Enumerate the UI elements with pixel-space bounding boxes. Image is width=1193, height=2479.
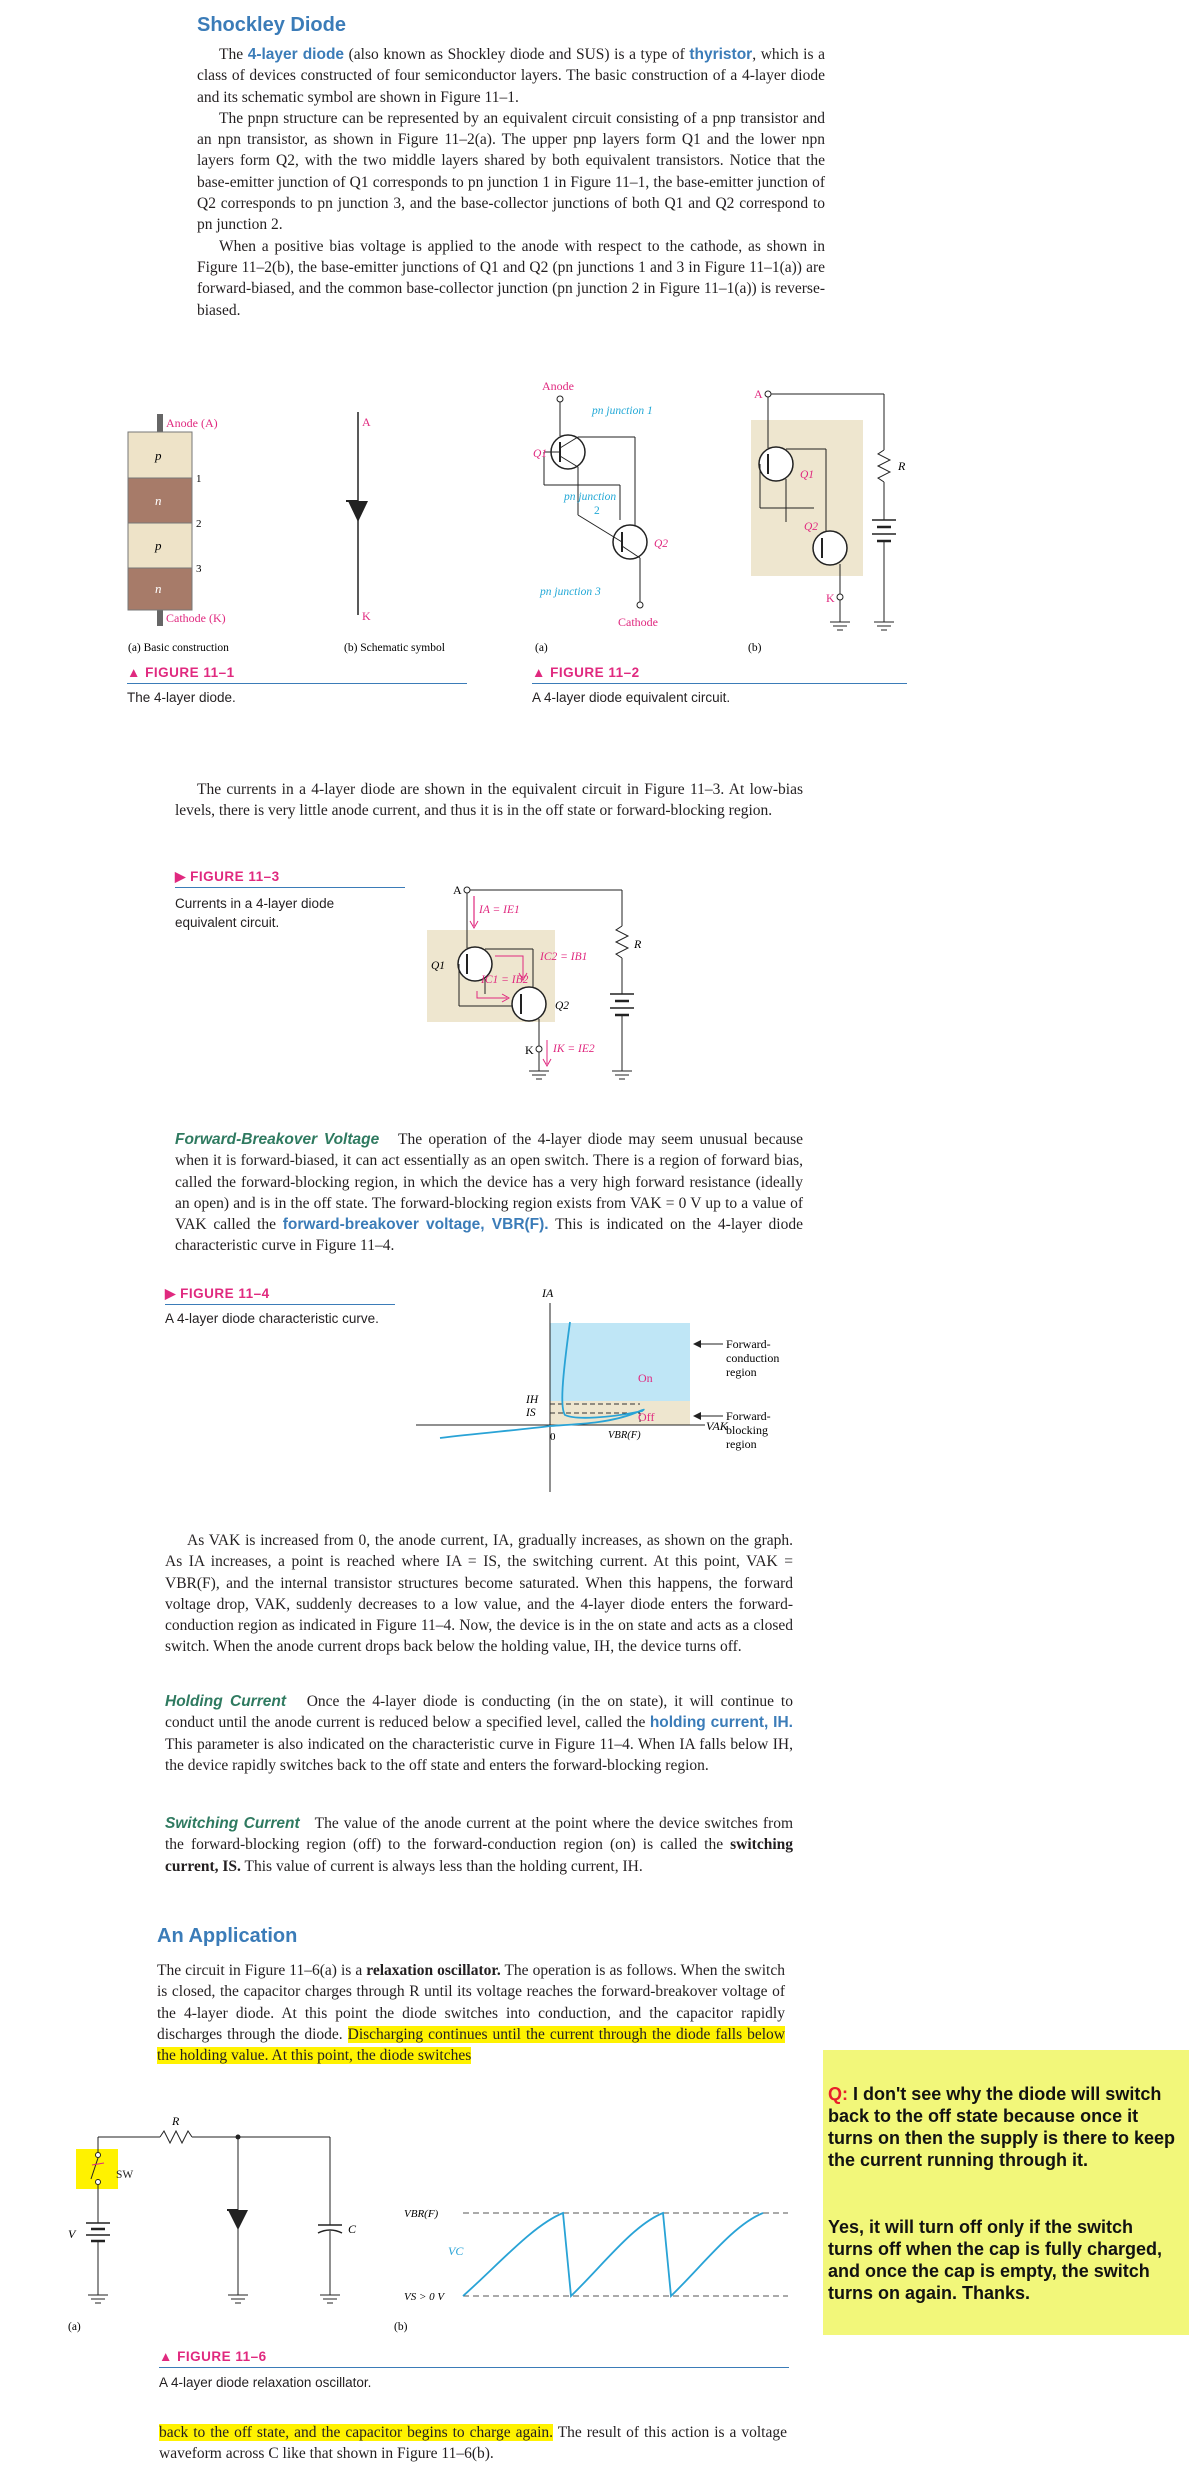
resistor-r [878,450,890,482]
sublabel-a: (a) [68,2321,81,2333]
figure-rule [532,683,907,684]
transistor-q2 [512,987,546,1021]
anode-terminal [557,396,563,402]
diode-triangle [228,2210,248,2230]
layer-label: n [155,581,162,596]
closing-paragraph: back to the off state, and the capacitor begins to charge again. The result of this action is a voltage waveform across C like that shown in Figure 11–6(b). [159,2424,787,2463]
switching-current-paragraph: Switching Current The value of the anode current at the point where the device switches from the forward-blocking region (off) to the forward-conduction region (on) is called the switching current, IS. This value of current is always less than the holding current, IH. [165,1815,794,1875]
arrow-head [693,1412,701,1420]
cathode-terminal [637,602,643,608]
highlighted-text: Discharging continues until the current through the diode falls below the holding value. At this point, the diode switches [157,2025,785,2065]
figure-11-3-caption: Currents in a 4-layer diode equivalent circuit. [175,896,335,930]
q1-label: Q1 [431,960,446,972]
region-label: Forward- [726,1409,771,1423]
figure-11-4-chart [410,1280,810,1505]
layer-label: n [155,493,162,508]
sublabel-a: (a) Basic construction [128,642,229,654]
sublabel-b: (b) [394,2321,408,2333]
origin-label: 0 [550,1431,556,1443]
sublabel-b: (b) Schematic symbol [344,642,445,654]
cathode-label: Cathode [618,615,658,629]
transistor-q2 [813,531,847,565]
region-label: Forward- [726,1337,771,1351]
figure-11-6-diagram [58,2105,798,2340]
question-text: Q: I don't see why the diode will switch back to the off state because once it turns on then the supply is there to keep the current running through it. [828,2084,1176,2170]
switch-contact [96,2153,101,2158]
anode-symbol-label: A [362,415,371,429]
cathode-terminal [837,594,843,600]
figure-11-2-caption: A 4-layer diode equivalent circuit. [532,690,731,705]
equivalent-circuit-b [748,387,906,654]
intro-text [197,44,825,321]
transistor-q1 [759,447,793,481]
keyword-holding-current: holding current, IH. [649,1714,793,1732]
q2-label: Q2 [555,1000,570,1012]
anode-terminal [765,391,771,397]
ia-axis-label: IA [542,1286,554,1300]
off-label: Off [638,1410,655,1424]
intro-paragraph-2: The pnpn structure can be represented by an equivalent circuit consisting of a pnp transistor and an npn transistor, as shown in Figure 11–2(a). The upper pnp layers form Q1 and the lower npn layers form Q2, with the two middle layers shared by both equivalent transistors. Notice that the base-emitter junction of Q1 corresponds to pn junction 1 in Figure 11–1, the base-emitter junction of Q2 corresponds to pn junction 3, and the base-collector junctions of both Q1 and Q2 correspond to pn junction 2. [197,109,825,234]
anode-terminal [464,887,470,893]
qa-note [823,2050,1189,2335]
keyword-forward-breakover: forward-breakover voltage, VBR(F). [282,1216,549,1234]
figure-11-1-label: ▲ FIGURE 11–1 [127,665,235,680]
vak-axis-label: VAK [706,1419,728,1433]
anode-label: Anode [542,379,574,393]
resistor-label: R [172,2114,180,2128]
junction-label: 3 [196,563,202,575]
cathode-symbol-label: K [362,609,371,623]
resistor-label: R [898,459,906,473]
region-label: conduction [726,1351,780,1365]
keyword-switching-current: switching current, IS. [165,1836,794,1875]
operation-paragraph: As VAK is increased from 0, the anode current, IA, gradually increases, as shown on the graph. As IA increases, a point is reached where IA = IS, the switching current. At this point, VAK = VBR(F), and the internal transistor structures become saturated. When this happens, the forward voltage drop, VAK, suddenly decreases to a low value, and the 4-layer diode enters the forward-conduction region as indicated in Figure 11–4. Now, the device is in the on state and acts as a closed switch. When the anode current drops back below the holding value, IH, the device turns off. [165,1532,793,1656]
figure-11-4-label: ▶ FIGURE 11–4 [165,1286,270,1301]
vc-label: VC [448,2244,464,2258]
section-title-shockley: Shockley Diode [197,14,346,36]
vbr-label: VBR(F) [404,2208,439,2220]
runin-heading-switching: Switching Current [165,1815,300,1832]
anode-label: A [754,387,763,401]
figure-11-1-caption: The 4-layer diode. [127,690,236,705]
capacitor-voltage-waveform [463,2213,763,2296]
layer-label: p [155,538,162,553]
sublabel-a: (a) [535,642,548,654]
intro-paragraph-1: The 4-layer diode (also known as Shockley diode and SUS) is a type of thyristor, which is a class of devices constructed of four semiconductor layers. The basic construction of a 4-layer diode and its schematic symbol are shown in Figure 11–1. [197,46,825,106]
cathode-label: K [826,591,835,605]
answer-text: Yes, it will turn off only if the switch turns off when the cap is fully charged, and once the cap is empty, the switch turns on again. Thanks. [828,2217,1163,2303]
holding-current-paragraph: Holding Current Once the 4-layer diode is conducting (in the on state), it will continue to conduct until the anode current is reduced below a specified level, called the holding current, IH. This parameter is also indicated on the characteristic curve in Figure 11–4. When IA falls below IH, the device rapidly switches back to the off state and enters the forward-blocking region. [165,1693,793,1774]
ih-label: IH [526,1394,539,1406]
on-label: On [638,1371,653,1385]
junction-2-number: 2 [594,505,600,517]
ic2-label: IC2 = IB1 [540,951,588,963]
q2-label: Q2 [654,538,669,550]
anode-lead [157,414,163,434]
cathode-label: K [525,1043,534,1057]
anode-label: A [453,883,462,897]
keyword-thyristor: thyristor [689,46,753,63]
ik-label: IK = IE2 [553,1043,595,1055]
four-layer-symbol [344,412,445,654]
sublabel-b: (b) [748,642,762,654]
region-label: blocking [726,1423,768,1437]
on-region [550,1323,690,1401]
resistor-label: R [634,937,642,951]
keyword-relaxation-oscillator: relaxation oscillator. [366,1962,501,1979]
ic1-label: IC1 = IB2 [481,974,529,986]
ia-label: IA = IE1 [479,904,520,916]
q1-label: Q1 [800,469,815,481]
vs-label: VS > 0 V [404,2291,445,2303]
junction-label: 1 [196,473,202,485]
figure-rule [175,887,405,888]
q1-label: Q1 [533,448,548,460]
resistor-r [616,926,628,958]
junction-3-label: pn junction 3 [540,586,601,598]
arrow-head [693,1340,701,1348]
figure-11-6-caption: A 4-layer diode relaxation oscillator. [159,2375,372,2390]
four-layer-construction [128,414,229,654]
question-marker: Q: [828,2084,848,2104]
figure-11-2-label: ▲ FIGURE 11–2 [532,665,640,680]
junction-1-label: pn junction 1 [592,405,653,417]
q2-label: Q2 [804,521,819,533]
vbr-label: VBR(F) [608,1430,641,1441]
section-title-application: An Application [157,1925,298,1947]
forward-breakover-paragraph: Forward-Breakover Voltage The operation of the 4-layer diode may seem unusual because when it is forward-biased, it can act essentially as an open switch. There is a region of forward bias, called the forward-blocking region, in which the device has a very high forward resistance (ideally an open) and is in the off state. The forward-blocking region exists from VAK = 0 V up to a value of VAK called the forward-breakover voltage, VBR(F). This is indicated on the 4-layer diode characteristic curve in Figure 11–4. [175,1131,804,1255]
figure-rule [127,683,467,684]
region-label: region [726,1437,757,1451]
anode-label: Anode (A) [166,416,218,430]
capacitor-label: C [348,2222,357,2236]
figure-11-6-label: ▲ FIGURE 11–6 [159,2349,267,2364]
runin-heading-forward-breakover: Forward-Breakover Voltage [175,1131,380,1148]
figure-rule [165,1304,395,1305]
figure-11-3-diagram [415,866,675,1091]
diode-triangle [348,501,368,522]
source-label: V [68,2227,76,2241]
intro-paragraph-3: When a positive bias voltage is applied to the anode with respect to the cathode, as shown in Figure 11–2(b), the base-emitter junctions of Q1 and Q2 (pn junctions 1 and 3 in Figure 11–1(a)) are forward-biased, and the common base-collector junction (pn junction 2 in Figure 11–1(a)) is reverse-biased. [197,237,825,319]
region-label: region [726,1365,757,1379]
figure-11-4-caption: A 4-layer diode characteristic curve. [165,1311,379,1326]
is-label: IS [526,1407,536,1419]
equivalent-circuit-a [533,379,668,654]
application-paragraph: The circuit in Figure 11–6(a) is a relaxation oscillator. The operation is as follows. When the switch is closed, the capacitor charges through R until its voltage reaches the forward-breakover voltage of the 4-layer diode. At this point the diode switches into conduction, and the capacitor rapidly discharges through the diode. Discharging continues until the current through the diode falls below the holding value. At this point, the diode switches [157,1962,785,2065]
cathode-label: Cathode (K) [166,611,226,625]
runin-heading-holding: Holding Current [165,1693,286,1710]
junction-label: 2 [196,518,202,530]
figures-11-1-11-2 [120,370,940,670]
switch-contact [96,2180,101,2185]
layer-label: p [155,448,162,463]
figure-rule [159,2367,789,2368]
keyword-4-layer-diode: 4-layer diode [247,46,345,63]
resistor-r [160,2131,192,2143]
highlighted-text: back to the off state, and the capacitor begins to charge again. [159,2424,554,2441]
wire [578,515,622,542]
switch-label: SW [116,2169,134,2181]
transistor-q2 [613,525,647,559]
figure-11-3-label: ▶ FIGURE 11–3 [175,869,280,884]
junction-2-label: pn junction [564,491,617,503]
cathode-terminal [536,1046,542,1052]
currents-paragraph: The currents in a 4-layer diode are shown in the equivalent circuit in Figure 11–3. At low-bias levels, there is very little anode current, and thus it is in the off state or forward-blocking region. [175,781,803,820]
